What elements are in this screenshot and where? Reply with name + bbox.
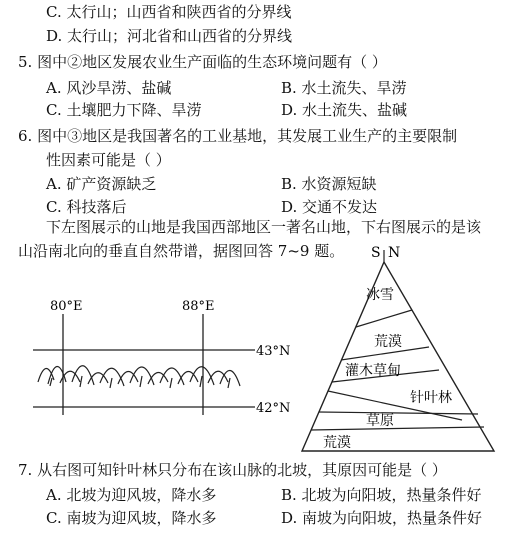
q6-stem-line2: 性因素可能是（ ） (46, 151, 171, 169)
q4-option-d: D. 太行山；河北省和山西省的分界线 (46, 27, 293, 45)
q7-stem: 7. 从右图可知针叶林只分布在该山脉的北坡，其原因可能是（ ） (18, 461, 447, 479)
zone-shrub-meadow: 灌木草甸 (345, 363, 401, 379)
q7-option-b: B. 北坡为向阳坡，热量条件好 (281, 486, 482, 504)
q6-option-b: B. 水资源短缺 (281, 175, 377, 193)
q4-option-c: C. 太行山；山西省和陕西省的分界线 (46, 3, 292, 21)
intro-line2: 山沿南北向的垂直自然带谱，据图回答 7~9 题。 (18, 242, 345, 260)
zone-boundary-6 (311, 427, 484, 430)
zone-desert-upper: 荒漠 (374, 334, 402, 350)
q6-option-c: C. 科技落后 (46, 198, 127, 216)
q7-option-a: A. 北坡为迎风坡，降水多 (46, 486, 217, 504)
label-south: S (371, 245, 381, 261)
q5-stem: 5. 图中②地区发展农业生产面临的生态环境问题有（ ） (18, 53, 387, 71)
longitude-label-80e: 80°E (50, 299, 83, 314)
q6-option-d: D. 交通不发达 (281, 198, 378, 216)
latitude-label-43n: 43°N (256, 344, 291, 359)
intro-line1: 下左图展示的山地是我国西部地区一著名山地，下右图展示的是该 (46, 218, 482, 236)
zone-ice-snow: 冰雪 (366, 287, 394, 303)
mountain-range (38, 366, 240, 388)
q7-option-c: C. 南坡为迎风坡，降水多 (46, 509, 217, 527)
zone-grassland: 草原 (366, 413, 394, 429)
q5-option-c: C. 土壤肥力下降、旱涝 (46, 101, 202, 119)
latitude-label-42n: 42°N (256, 401, 291, 416)
zone-desert-lower: 荒漠 (323, 435, 351, 451)
zone-boundary-1 (356, 310, 412, 327)
zone-boundary-5 (319, 412, 478, 414)
mountain-triangle (302, 262, 494, 451)
q5-option-d: D. 水土流失、盐碱 (281, 101, 408, 119)
q7-option-d: D. 南坡为向阳坡，热量条件好 (281, 509, 483, 527)
q6-option-a: A. 矿产资源缺乏 (46, 175, 157, 193)
q6-stem-line1: 6. 图中③地区是我国著名的工业基地，其发展工业生产的主要限制 (18, 127, 458, 145)
zone-coniferous-forest: 针叶林 (410, 390, 452, 406)
vertical-zone-diagram (290, 244, 500, 459)
longitude-label-88e: 88°E (182, 299, 215, 314)
label-north: N (388, 245, 401, 261)
q5-option-a: A. 风沙旱涝、盐碱 (46, 79, 172, 97)
left-mountain-map (0, 290, 300, 440)
q5-option-b: B. 水土流失、旱涝 (281, 79, 407, 97)
